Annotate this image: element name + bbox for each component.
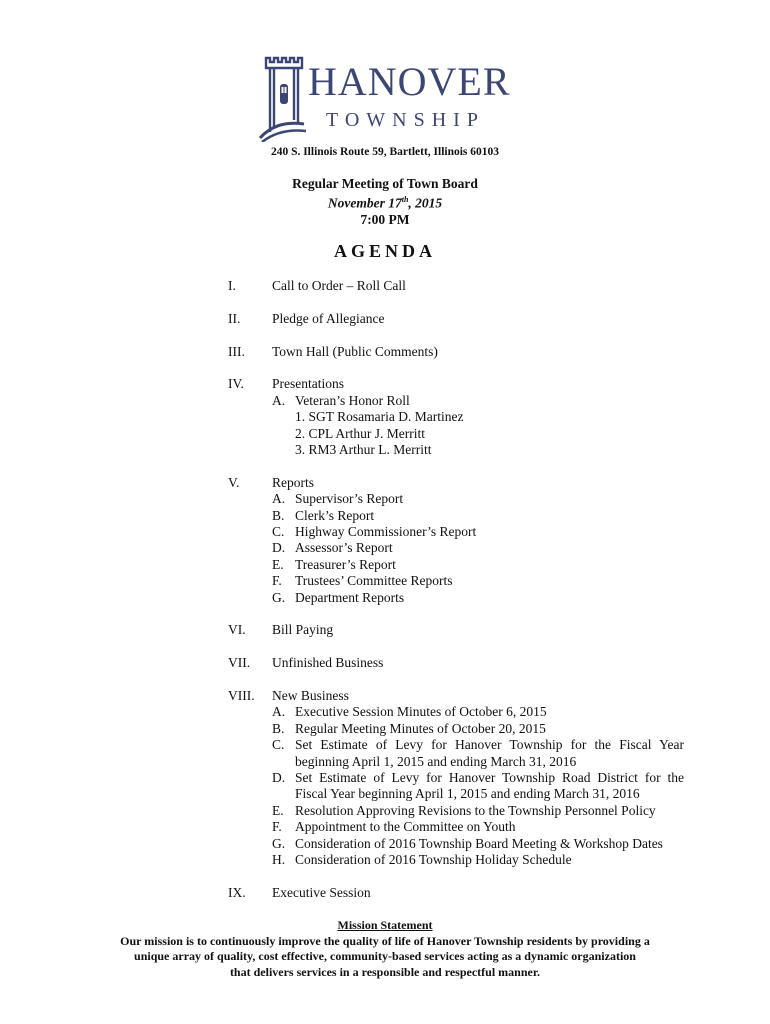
agenda-item-number: II. — [228, 310, 241, 326]
agenda-subitem — [272, 393, 684, 409]
meeting-date-main: November 17 — [327, 195, 402, 211]
agenda-subitem-letter: D. — [272, 540, 286, 556]
agenda-subitem-text: Set Estimate of Levy for Hanover Township Road District for the Fiscal Year beginning April 1, 2015 and ending March 31, 2016 — [295, 770, 684, 802]
agenda-subitem-letter: G. — [272, 835, 286, 851]
agenda-subitem — [272, 737, 684, 770]
meeting-date — [0, 192, 770, 212]
agenda-subitem-letter: B. — [272, 720, 285, 736]
agenda-item-number: I. — [228, 278, 236, 293]
agenda-subitem-text: Department Reports — [295, 589, 405, 605]
agenda-subitem-letter: A. — [272, 704, 286, 720]
agenda-subitem-text: Consideration of 2016 Township Board Meeting & Workshop Dates — [295, 835, 663, 851]
agenda-item-number: III. — [228, 343, 245, 359]
agenda-subitem — [272, 819, 684, 835]
agenda-subsubitem: 3. RM3 Arthur L. Merritt — [295, 442, 432, 458]
agenda-title: AGENDA — [333, 241, 436, 261]
agenda-subitem-text: Veteran’s Honor Roll — [295, 392, 410, 408]
agenda-subitem — [272, 590, 684, 606]
agenda-subitem-letter: C. — [272, 524, 285, 540]
meeting-date-year: , 2015 — [408, 195, 443, 211]
agenda-item-title: Reports — [272, 474, 314, 490]
agenda-subitem — [272, 491, 684, 507]
agenda-subitem-letter: D. — [272, 770, 286, 786]
agenda-subitem-text: Trustees’ Committee Reports — [295, 573, 453, 589]
agenda-subitem-letter: F. — [272, 819, 282, 835]
agenda-subitem — [272, 721, 684, 737]
agenda-item-number: IV. — [228, 376, 244, 392]
agenda-item-body — [272, 885, 684, 901]
agenda-subitem — [272, 573, 684, 589]
agenda-item-title: Presentations — [272, 376, 344, 392]
meeting-title: Regular Meeting of Town Board — [292, 176, 478, 191]
mission-heading: Mission Statement — [337, 918, 433, 932]
logo-subtitle: TOWNSHIP — [326, 109, 485, 131]
mission-line: that delivers services in a responsible and respectful manner. — [229, 964, 541, 979]
mission-line: Our mission is to continuously improve the quality of life of Hanover Township residents by providing a — [120, 933, 650, 948]
agenda-subsubitem: 2. CPL Arthur J. Merritt — [295, 425, 425, 441]
agenda-subitem-letter: A. — [272, 491, 286, 507]
agenda-subitem-text: Resolution Approving Revisions to the Township Personnel Policy — [295, 802, 656, 818]
agenda-item-title: Town Hall (Public Comments) — [272, 343, 438, 359]
agenda-item-title: New Business — [272, 688, 349, 704]
agenda-subitem-text: Highway Commissioner’s Report — [295, 524, 477, 540]
mission-line: unique array of quality, cost effective, community-based services acting as a dynamic organization — [134, 949, 636, 963]
agenda-item-title: Pledge of Allegiance — [272, 310, 385, 326]
meeting-header — [0, 176, 770, 228]
agenda-subitem-letter: E. — [272, 556, 284, 572]
agenda-item — [228, 344, 684, 360]
agenda-subitem — [272, 508, 684, 524]
agenda-item-body — [272, 311, 684, 327]
meeting-time: 7:00 PM — [360, 211, 410, 227]
agenda-item-body — [272, 475, 684, 606]
agenda-item — [228, 622, 684, 638]
agenda-item-title: Bill Paying — [272, 622, 334, 638]
agenda-item-number: VII. — [228, 655, 251, 671]
agenda-item-title: Unfinished Business — [272, 655, 384, 671]
agenda-subitem-text: Treasurer’s Report — [295, 556, 396, 572]
agenda-item-body — [272, 655, 684, 671]
agenda-subitem-text: Set Estimate of Levy for Hanover Township for the Fiscal Year beginning April 1, 2015 and ending March 31, 2016 — [295, 737, 684, 769]
agenda-item — [228, 311, 684, 327]
agenda-subitem-letter: G. — [272, 589, 286, 605]
agenda-item — [228, 376, 684, 458]
agenda-item — [228, 655, 684, 671]
agenda-subitem — [272, 770, 684, 803]
agenda-subitem-text: Appointment to the Committee on Youth — [295, 819, 516, 835]
agenda-subitem-text: Supervisor’s Report — [295, 491, 404, 507]
agenda-subitem-text: Regular Meeting Minutes of October 20, 2015 — [295, 720, 546, 736]
agenda-subitem-text: Clerk’s Report — [295, 507, 375, 523]
agenda-item-body — [272, 344, 684, 360]
agenda-list — [228, 278, 684, 918]
agenda-subitem-letter: B. — [272, 507, 285, 523]
agenda-subitem — [272, 524, 684, 540]
address: 240 S. Illinois Route 59, Bartlett, Illinois 60103 — [270, 146, 500, 158]
agenda-subitem-text: Consideration of 2016 Township Holiday Schedule — [295, 852, 572, 868]
agenda-item-number: VI. — [228, 622, 246, 638]
township-logo — [258, 54, 518, 144]
agenda-item-title: Call to Order – Roll Call — [272, 278, 406, 293]
agenda-item-number: IX. — [228, 884, 246, 900]
agenda-subitem-letter: C. — [272, 737, 285, 753]
agenda-subitem-letter: H. — [272, 852, 286, 868]
agenda-subitem-text: Executive Session Minutes of October 6, 2015 — [295, 704, 547, 720]
agenda-item — [228, 278, 684, 294]
agenda-item-title: Executive Session — [272, 884, 371, 900]
agenda-subsubitem: 1. SGT Rosamaria D. Martinez — [295, 409, 464, 425]
agenda-item — [228, 475, 684, 606]
agenda-item-body — [272, 688, 684, 868]
agenda-item-number: VIII. — [228, 688, 255, 704]
logo-name: HANOVER — [308, 59, 511, 104]
mission-statement — [0, 918, 770, 980]
agenda-item — [228, 885, 684, 901]
agenda-subitem-letter: E. — [272, 802, 284, 818]
agenda-item-number: V. — [228, 474, 240, 490]
agenda-item — [228, 688, 684, 868]
agenda-subitem — [272, 704, 684, 720]
agenda-item-body — [272, 278, 684, 294]
agenda-subitem-letter: F. — [272, 573, 282, 589]
agenda-item-body — [272, 376, 684, 458]
agenda-subitem-letter: A. — [272, 392, 286, 408]
agenda-subitem — [272, 540, 684, 556]
agenda-subitem — [272, 836, 684, 852]
castle-tower-icon — [258, 54, 306, 142]
agenda-item-body — [272, 622, 684, 638]
agenda-subitem — [272, 557, 684, 573]
meeting-date-suffix: th — [401, 195, 409, 204]
agenda-subitem — [272, 803, 684, 819]
agenda-subitem — [272, 852, 684, 868]
agenda-subitem-text: Assessor’s Report — [295, 540, 393, 556]
